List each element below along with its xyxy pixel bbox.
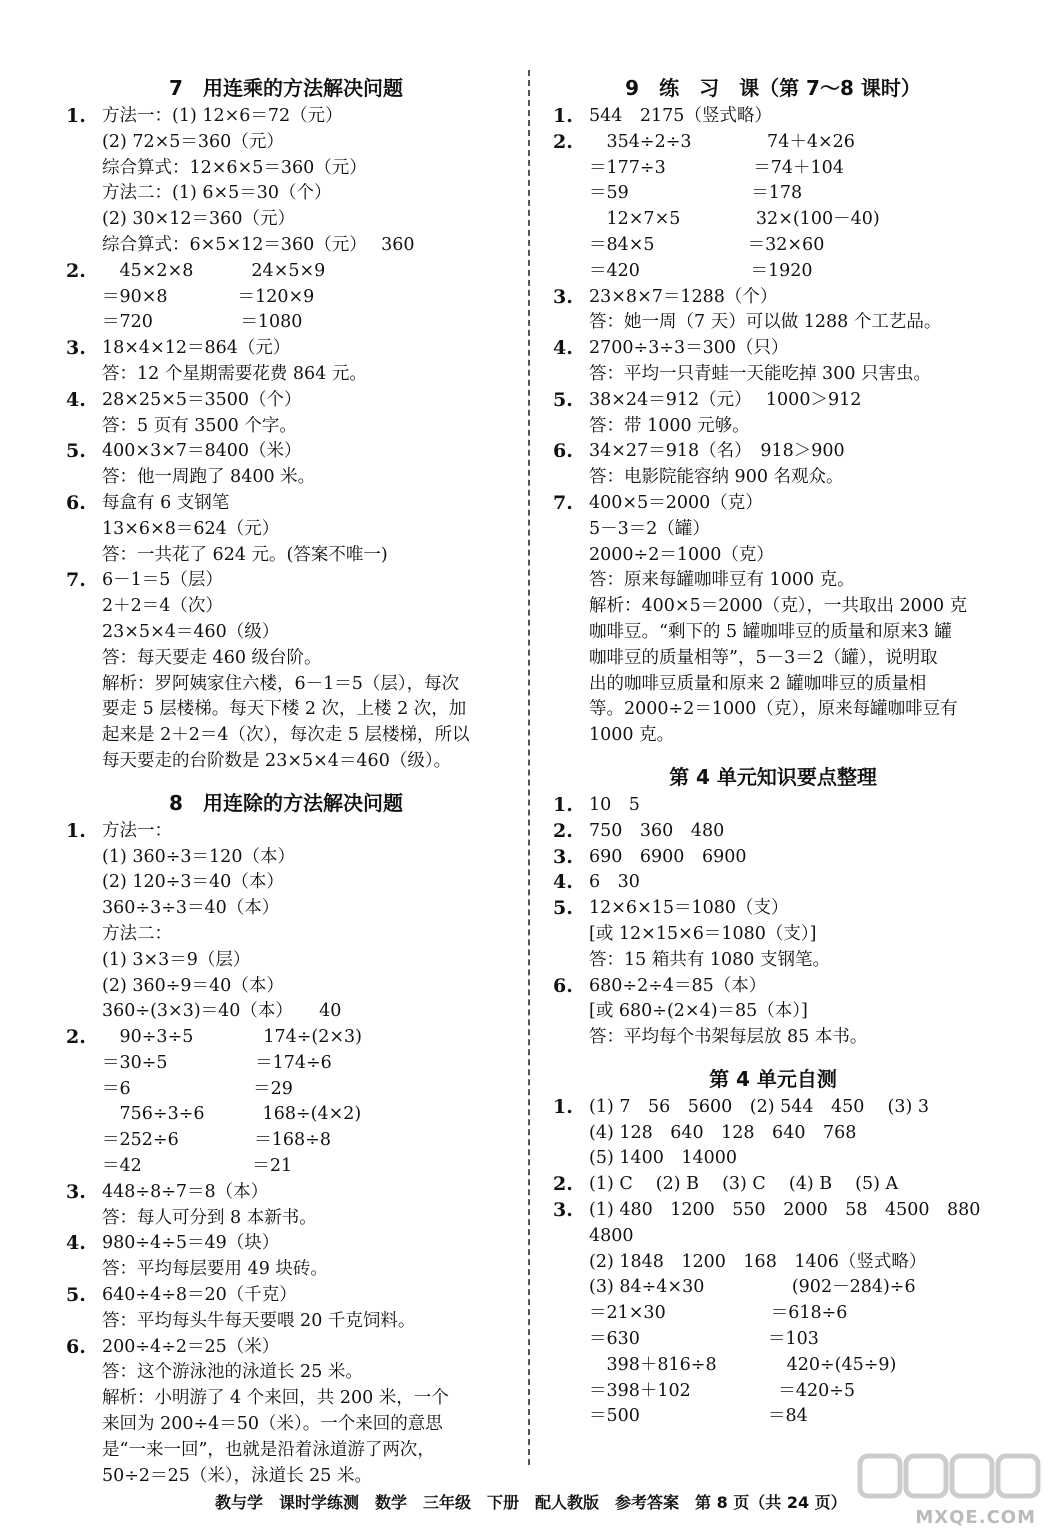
answer-line: 答：平均每头牛每天要喂 20 千克饲料。 (102, 1310, 416, 1331)
answer-line: 每天要走的台阶数是 23×5×4＝460（级）。 (102, 750, 452, 771)
answer-item (66, 819, 506, 1025)
answer-line: 38×24＝912（元） 1000＞912 (589, 389, 862, 410)
item-number: 3. (553, 1199, 573, 1222)
answer-line: (3) 84÷4×30 (902－284)÷6 (589, 1277, 916, 1298)
item-body (102, 1180, 506, 1232)
item-number: 6. (66, 491, 86, 514)
answer-line: 12×7×5 32×(100－40) (589, 209, 880, 230)
section-title: 8 用连除的方法解决问题 (169, 790, 403, 815)
item-body (102, 388, 506, 440)
answer-line: (1) 360÷3＝120（本） (102, 846, 295, 867)
answer-line: ＝720 ＝1080 (102, 312, 303, 333)
answer-line: ＝177÷3 ＝74＋104 (589, 157, 844, 178)
answer-line: 解析：罗阿姨家住六楼，6－1＝5（层），每次 (102, 673, 460, 694)
answer-line: [或 680÷(2×4)＝85（本）] (589, 1001, 808, 1022)
answer-line: 答：每人可分到 8 本新书。 (102, 1207, 317, 1228)
answer-item (66, 439, 506, 491)
answer-line: 答：平均每层要用 49 块砖。 (102, 1259, 328, 1280)
answer-line: 12×6×15＝1080（支） (589, 898, 789, 919)
item-body (589, 974, 993, 1051)
answer-line: 354÷2÷3 74＋4×26 (589, 131, 855, 152)
answer-line: ＝420 ＝1920 (589, 260, 813, 281)
item-number: 2. (66, 259, 86, 282)
answer-line: 200÷4÷2＝25（米） (102, 1336, 280, 1357)
answer-line: 是“一来一回”，也就是沿着泳道游了两次， (102, 1439, 435, 1460)
answer-line: 答：原来每罐咖啡豆有 1000 克。 (589, 570, 855, 591)
answer-line: 750 360 480 (589, 820, 725, 841)
item-number: 5. (553, 388, 573, 411)
answer-line: 答：12 个星期需要花费 864 元。 (102, 363, 367, 384)
answer-line: 544 2175（竖式略） (589, 106, 772, 126)
answer-line: ＝84×5 ＝32×60 (589, 234, 825, 255)
answer-item (66, 1283, 506, 1335)
answer-line: [或 12×15×6＝1080（支）] (589, 923, 817, 944)
answer-line: 2700÷3÷3＝300（只） (589, 338, 789, 359)
answer-line: 690 6900 6900 (589, 846, 747, 867)
answer-line: 要走 5 层楼梯。每天下楼 2 次，上楼 2 次，加 (102, 699, 467, 720)
answer-item (553, 130, 993, 285)
answer-line: ＝398＋102 ＝420÷5 (589, 1380, 856, 1401)
item-body (102, 1025, 506, 1180)
answer-item (553, 439, 993, 491)
answer-line: 23×8×7＝1288（个） (589, 286, 778, 307)
answer-line: 398＋816÷8 420÷(45÷9) (589, 1354, 897, 1375)
answer-item (66, 104, 506, 259)
answer-line: ＝630 ＝103 (589, 1329, 819, 1350)
answer-line: 综合算式：6×5×12＝360（元） 360 (102, 234, 415, 255)
answer-item (553, 819, 993, 845)
answer-item (66, 259, 506, 336)
column-divider (528, 70, 530, 1465)
answer-line: 360÷3÷3＝40（本） (102, 898, 280, 919)
answer-item (553, 336, 993, 388)
item-body (589, 896, 993, 973)
answer-line: 答：每天要走 460 级台阶。 (102, 647, 322, 668)
answer-item (66, 1231, 506, 1283)
item-body (102, 1335, 506, 1490)
section-title: 第 4 单元自测 (709, 1066, 837, 1091)
item-body (102, 819, 506, 1025)
answer-line: 6 30 (589, 872, 640, 893)
item-number: 1. (553, 1095, 573, 1118)
item-number: 1. (66, 819, 86, 842)
answer-line: 答：电影院能容纳 900 名观众。 (589, 467, 844, 488)
answer-line: 答：15 箱共有 1080 支钢笔。 (589, 949, 830, 970)
item-body (589, 491, 993, 749)
item-number: 4. (66, 1232, 86, 1255)
item-number: 6. (553, 440, 573, 463)
answer-line: ＝21×30 ＝618÷6 (589, 1303, 848, 1324)
answer-line: 400×5＝2000（克） (589, 492, 763, 513)
answer-item (66, 1335, 506, 1490)
answer-line: 咖啡豆的质量相等”，5－3＝2（罐），说明取 (589, 647, 938, 668)
answer-line: 每盒有 6 支钢笔 (102, 492, 230, 513)
right-column (553, 72, 993, 1430)
answer-line: 90÷3÷5 174÷(2×3) (102, 1027, 363, 1048)
answer-line: 方法二：(1) 6×5＝30（个） (102, 183, 332, 204)
answer-line: 18×4×12＝864（元） (102, 338, 291, 359)
item-body (102, 491, 506, 568)
answer-line: ＝30÷5 ＝174÷6 (102, 1052, 332, 1073)
answer-line: 680÷2÷4＝85（本） (589, 975, 767, 996)
page-footer: 教与学 课时学练测 数学 三年级 下册 配人教版 参考答案 第 8 页（共 24 页） (215, 1493, 847, 1512)
item-number: 3. (66, 1180, 86, 1203)
item-body (102, 1231, 506, 1283)
item-body (102, 568, 506, 774)
answer-item (553, 388, 993, 440)
answer-item (553, 870, 993, 896)
section-spacer (553, 1051, 993, 1063)
answer-line: 640÷4÷8＝20（千克） (102, 1285, 297, 1306)
answer-line: ＝252÷6 ＝168÷8 (102, 1130, 331, 1151)
answer-item (553, 285, 993, 337)
item-number: 1. (553, 105, 573, 127)
answer-line: (1) 480 1200 550 2000 58 4500 880 (589, 1200, 981, 1221)
answer-item (66, 491, 506, 568)
item-body (589, 1172, 993, 1198)
answer-line: 360÷(3×3)＝40（本） 40 (102, 1001, 342, 1022)
answer-line: 23×5×4＝460（级） (102, 621, 280, 642)
item-body (102, 336, 506, 388)
answer-line: ＝6 ＝29 (102, 1078, 293, 1099)
item-body (589, 439, 993, 491)
answer-line: 1000 克。 (589, 725, 675, 746)
answer-item (553, 1095, 993, 1172)
answer-item (553, 104, 993, 130)
answer-line: (2) 360÷9＝40（本） (102, 975, 284, 996)
watermark-text: MXQE.COM (915, 1507, 1036, 1528)
answer-line: ＝90×8 ＝120×9 (102, 286, 315, 307)
answer-item (553, 793, 993, 819)
item-number: 2. (553, 1173, 573, 1196)
section-spacer (66, 775, 506, 787)
item-body (589, 130, 993, 285)
answer-line: 答：平均一只青蛙一天能吃掉 300 只害虫。 (589, 363, 932, 384)
left-column (66, 72, 506, 1489)
answer-line: 解析：400×5＝2000（克），一共取出 2000 克 (589, 596, 968, 617)
item-body (589, 1198, 993, 1430)
answer-line: ＝42 ＝21 (102, 1156, 293, 1177)
answer-line: 出的咖啡豆质量和原来 2 罐咖啡豆的质量相 (589, 673, 927, 694)
answer-line: 756÷3÷6 168÷(4×2) (102, 1104, 362, 1125)
item-body (589, 845, 993, 871)
answer-line: (1) 3×3＝9（层） (102, 949, 251, 970)
answer-item (553, 1172, 993, 1198)
item-body (589, 870, 993, 896)
item-body (589, 1095, 993, 1172)
answer-line: 5－3＝2（罐） (589, 518, 710, 539)
answer-line: (4) 128 640 128 640 768 (589, 1122, 857, 1143)
item-number: 7. (66, 569, 86, 592)
item-number: 5. (553, 897, 573, 920)
item-number: 4. (553, 871, 573, 894)
answer-line: (5) 1400 14000 (589, 1148, 738, 1169)
section-title: 9 练 习 课（第 7～8 课时） (625, 76, 921, 100)
answer-line: 起来是 2＋2＝4（次），每次走 5 层楼梯，所以 (102, 725, 470, 746)
answer-line: 2000÷2＝1000（克） (589, 544, 774, 565)
item-number: 4. (553, 337, 573, 360)
answer-line: 方法二： (102, 923, 172, 944)
item-body (589, 104, 993, 130)
item-number: 7. (553, 491, 573, 514)
answer-line: 来回为 200÷4＝50（米）。一个来回的意思 (102, 1414, 443, 1435)
answer-line: 34×27＝918（名） 918＞900 (589, 441, 845, 462)
item-number: 1. (66, 105, 86, 127)
answer-line: (2) 72×5＝360（元） (102, 131, 284, 152)
answer-line: 答：这个游泳池的泳道长 25 米。 (102, 1362, 363, 1383)
item-number: 6. (66, 1335, 86, 1358)
answer-item (553, 491, 993, 749)
answer-line: 方法一：(1) 12×6＝72（元） (102, 106, 343, 126)
answer-line: 等。2000÷2＝1000（克），原来每罐咖啡豆有 (589, 699, 958, 720)
answer-item (66, 336, 506, 388)
answer-line: (2) 30×12＝360（元） (102, 209, 295, 230)
item-body (102, 259, 506, 336)
answer-line: 2＋2＝4（次） (102, 596, 223, 617)
item-number: 2. (553, 130, 573, 153)
answer-item (66, 1025, 506, 1180)
answer-line: 400×3×7＝8400（米） (102, 441, 302, 462)
answer-line: 13×6×8＝624（元） (102, 518, 280, 539)
item-number: 4. (66, 388, 86, 411)
item-body (589, 793, 993, 819)
answer-line: 28×25×5＝3500（个） (102, 389, 302, 410)
answer-item (66, 1180, 506, 1232)
item-body (589, 285, 993, 337)
answer-line: ＝500 ＝84 (589, 1406, 808, 1427)
answer-item (66, 568, 506, 774)
section-spacer (553, 749, 993, 761)
item-number: 5. (66, 1284, 86, 1307)
answer-line: 10 5 (589, 794, 640, 815)
answer-line: 综合算式：12×6×5＝360（元） (102, 157, 367, 178)
answer-line: 方法一： (102, 820, 172, 841)
answer-line: 咖啡豆。“剩下的 5 罐咖啡豆的质量和原来3 罐 (589, 621, 952, 642)
item-body (589, 388, 993, 440)
item-number: 2. (66, 1026, 86, 1049)
answer-line: 50÷2＝25（米），泳道长 25 米。 (102, 1465, 372, 1486)
answer-line: 980÷4÷5＝49（块） (102, 1233, 280, 1254)
answer-line: 答：带 1000 元够。 (589, 415, 750, 436)
answer-line: 答：一共花了 624 元。(答案不唯一) (102, 544, 388, 565)
answer-line: 答：她一周（7 天）可以做 1288 个工艺品。 (589, 312, 942, 333)
answer-item (553, 845, 993, 871)
answer-line: 4800 (589, 1225, 634, 1246)
answer-item (553, 1198, 993, 1430)
answer-item (553, 896, 993, 973)
section-title: 第 4 单元知识要点整理 (669, 764, 877, 789)
answer-line: (1) C (2) B (3) C (4) B (5) A (589, 1174, 899, 1195)
answer-line: 6－1＝5（层） (102, 570, 223, 591)
answer-item (66, 388, 506, 440)
item-number: 5. (66, 440, 86, 463)
answer-line: 448÷8÷7＝8（本） (102, 1181, 269, 1202)
item-number: 3. (66, 337, 86, 360)
item-body (589, 336, 993, 388)
item-number: 1. (553, 793, 573, 816)
answer-line: (2) 120÷3＝40（本） (102, 872, 284, 893)
answer-line: ＝59 ＝178 (589, 183, 803, 204)
item-body (102, 104, 506, 259)
item-number: 3. (553, 285, 573, 308)
answer-line: (2) 1848 1200 168 1406（竖式略） (589, 1251, 927, 1272)
item-number: 6. (553, 974, 573, 997)
item-number: 3. (553, 845, 573, 868)
answer-line: 解析：小明游了 4 个来回，共 200 米，一个 (102, 1388, 449, 1409)
answer-line: 答：5 页有 3500 个字。 (102, 415, 297, 436)
item-body (589, 819, 993, 845)
answer-line: 答：他一周跑了 8400 米。 (102, 467, 316, 488)
answer-item (553, 974, 993, 1051)
item-number: 2. (553, 819, 573, 842)
answer-line: 答：平均每个书架每层放 85 本书。 (589, 1027, 868, 1048)
section-title: 7 用连乘的方法解决问题 (169, 76, 403, 100)
answer-line: 45×2×8 24×5×9 (102, 260, 326, 281)
answer-line: (1) 7 56 5600 (2) 544 450 (3) 3 (589, 1096, 929, 1117)
item-body (102, 439, 506, 491)
item-body (102, 1283, 506, 1335)
